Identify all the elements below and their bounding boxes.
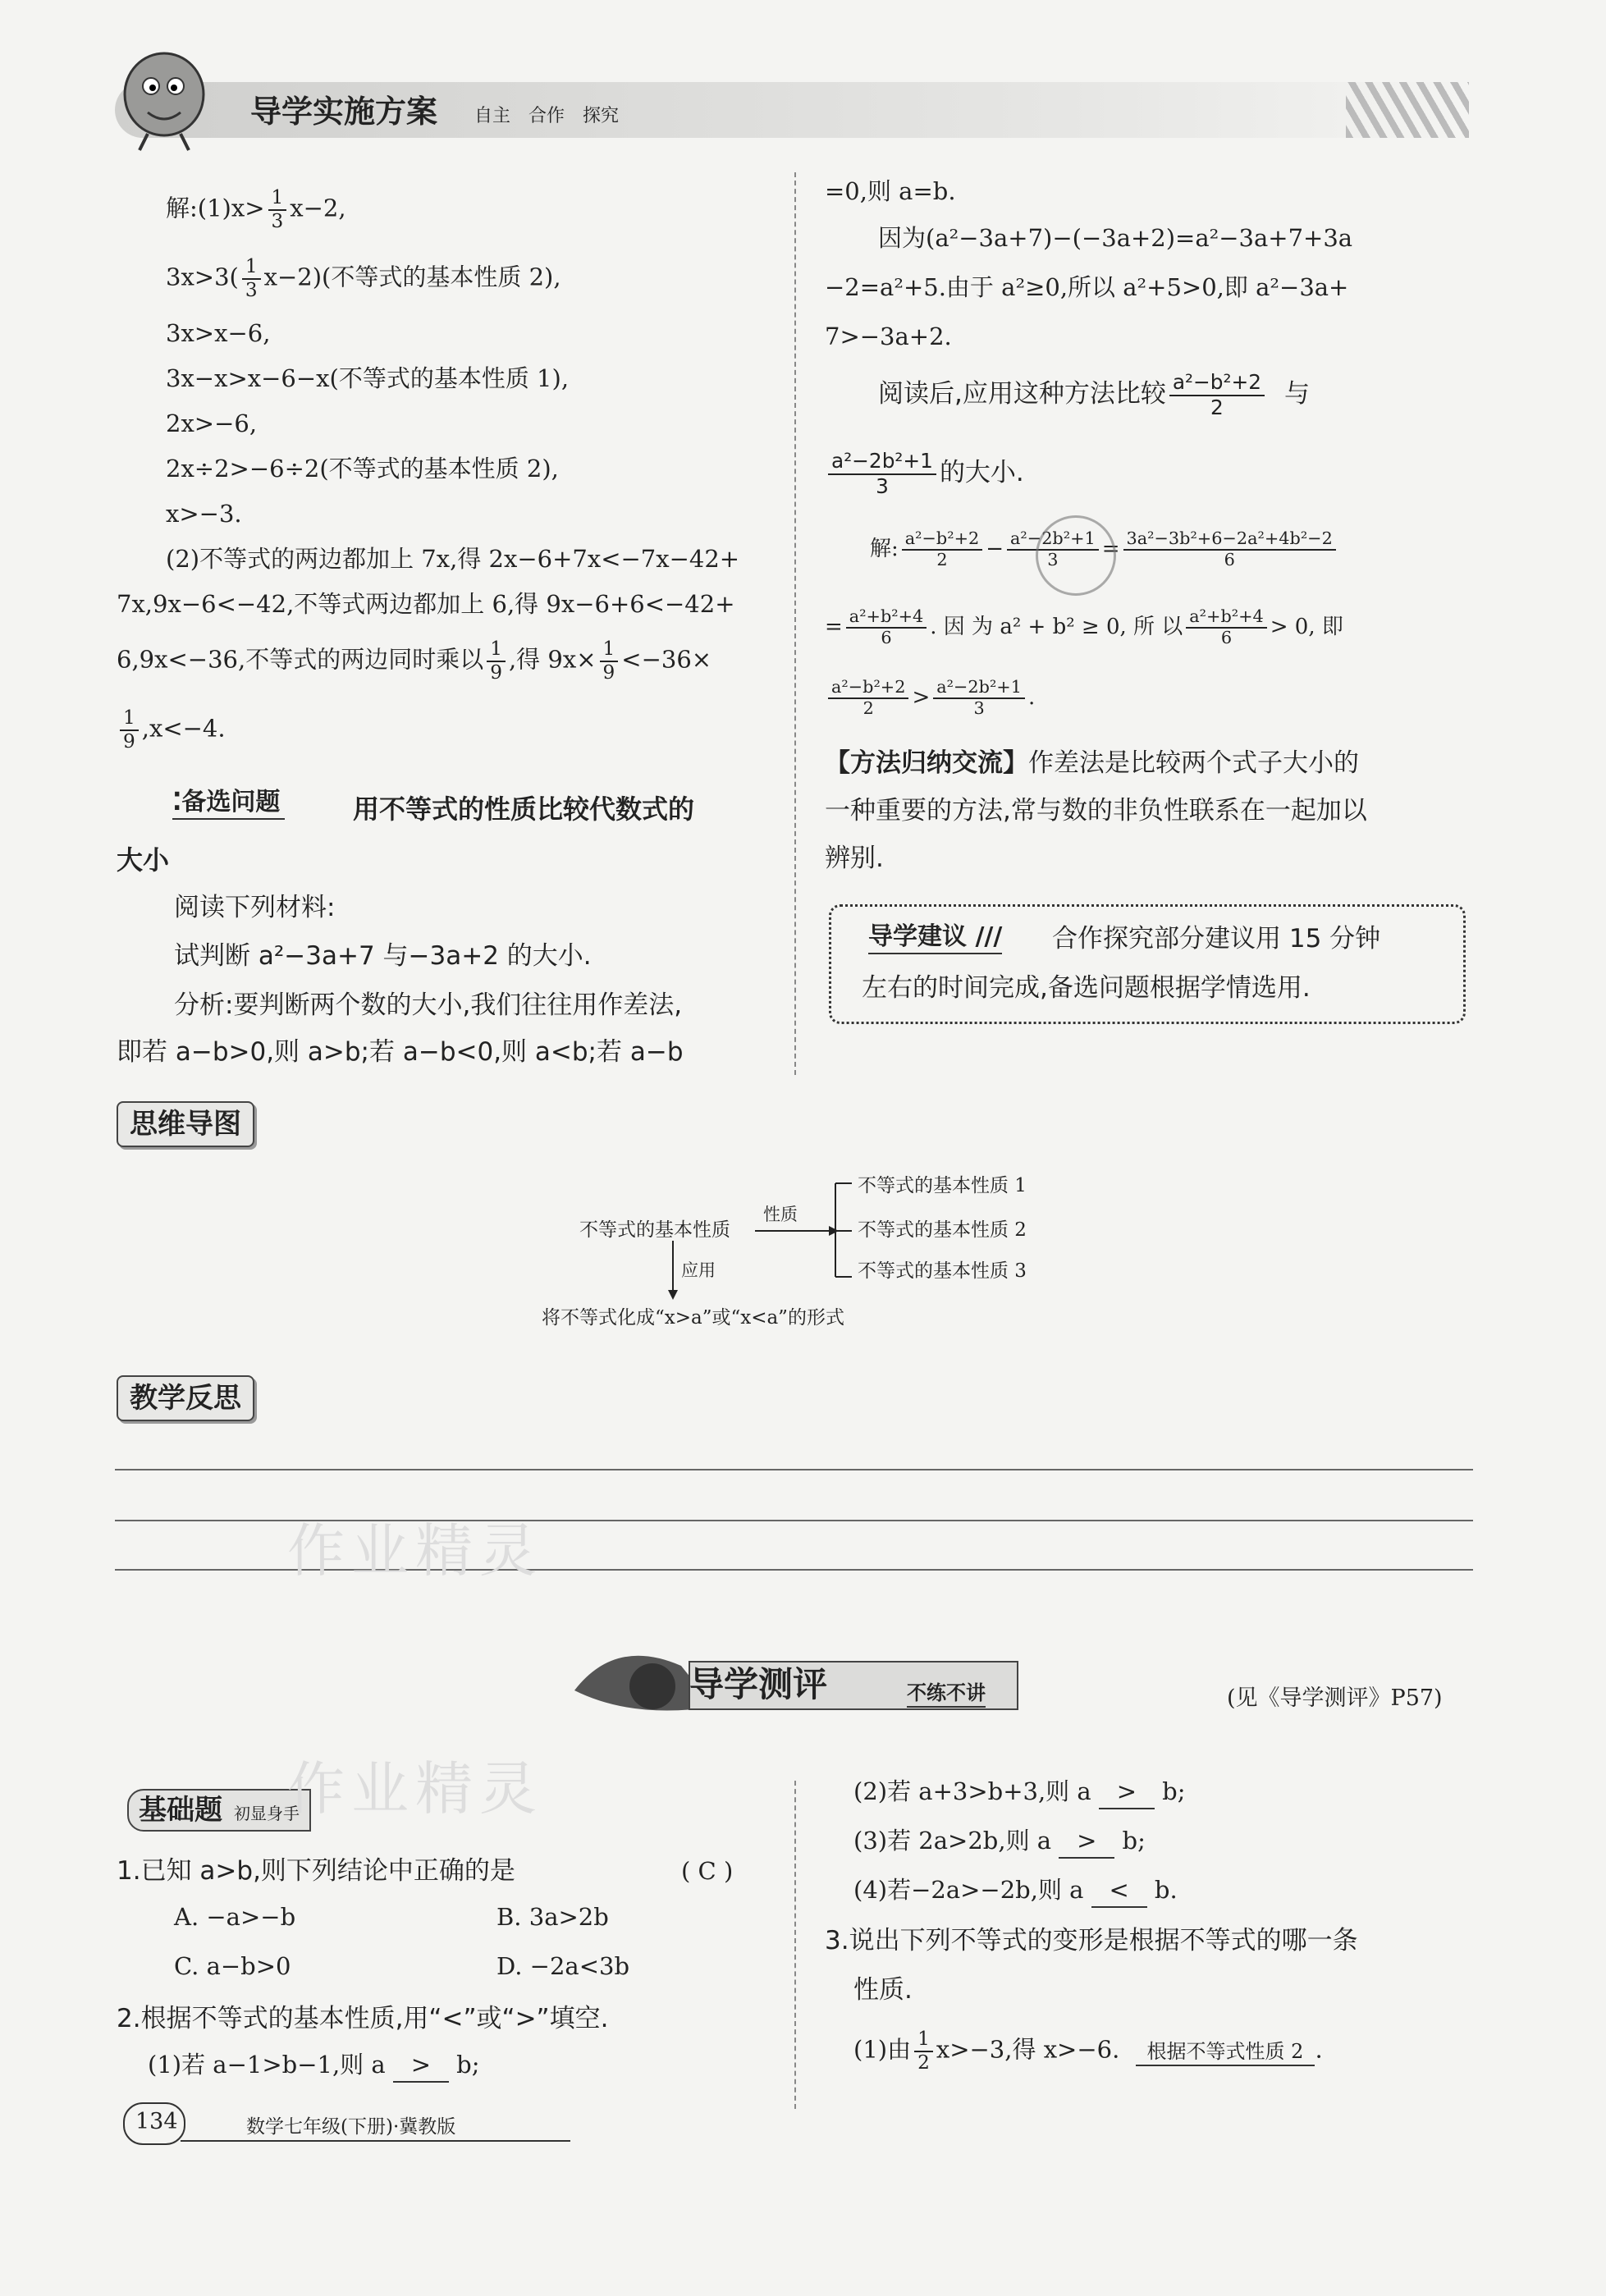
- fraction: $\frac{\text{a²−b²+2}}{2}$: [1169, 371, 1265, 419]
- footer-rule: [181, 2140, 570, 2142]
- down-arrow-icon: [665, 1241, 681, 1306]
- test-banner-sub: 不练不讲: [907, 1681, 986, 1708]
- mindmap-child: 不等式的基本性质 1: [858, 1175, 1027, 1196]
- fraction: $\frac{1}{3}$: [268, 187, 287, 232]
- suggestion-text: 合作探究部分建议用 15 分钟: [1052, 924, 1381, 954]
- basic-tag: 基础题 初显身手: [127, 1789, 311, 1832]
- watermark: 作业精灵: [287, 1755, 543, 1823]
- right-text: 阅读后,应用这种方法比较 $\frac{\text{a²−b²+2}}{2}$ 与: [878, 370, 1311, 419]
- method-summary: 【方法归纳交流】作差法是比较两个式子大小的: [825, 748, 1359, 778]
- sparkle-icon: ⁚: [172, 788, 182, 816]
- option-d: D. −2a<3b: [496, 1952, 630, 1980]
- question-2-4: (4)若−2a>−2b,则 a < b.: [853, 1875, 1178, 1908]
- solution-step: $\frac{\text{a²−b²+2}}{2}$ > $\frac{\text{a²−2b²+1}}{3}$ .: [825, 678, 1035, 719]
- question-2-3: (3)若 2a>2b,则 a > b;: [853, 1826, 1146, 1859]
- solution-line: (2)不等式的两边都加上 7x,得 2x−6+7x<−7x−42+: [166, 545, 740, 573]
- method-summary-cont: 辨别.: [825, 844, 884, 873]
- material-analysis: 分析:要判断两个数的大小,我们往往用作差法,: [174, 990, 683, 1020]
- suggestion-text-cont: 左右的时间完成,备选问题根据学情选用.: [862, 973, 1311, 1003]
- mindmap-root: 不等式的基本性质: [579, 1219, 730, 1241]
- solution-line: 7x,9x−6<−42,不等式两边都加上 6,得 9x−6+6<−42+: [117, 590, 735, 618]
- solution-line: 3x>3( $\frac{1}{3}$ x−2)(不等式的基本性质 2),: [166, 255, 561, 301]
- solution-line: 解:(1)x> $\frac{1}{3}$ x−2,: [166, 186, 346, 232]
- header-title: 导学实施方案: [250, 94, 438, 130]
- question-2-1: (1)若 a−1>b−1,则 a > b;: [148, 2050, 479, 2083]
- fraction: $\frac{\text{a²−2b²+1}}{3}$: [828, 450, 936, 498]
- slash-icon: ///: [967, 922, 1003, 951]
- solution-line: 3x>x−6,: [166, 319, 271, 347]
- solution-line: 2x>−6,: [166, 409, 258, 437]
- column-divider: [794, 172, 796, 1075]
- question-1-answer: ( C ): [681, 1857, 734, 1885]
- question-3-1: (1)由 $\frac{1}{2}$ x>−3,得 x>−6. 根据不等式性质 2 .: [853, 2028, 1323, 2074]
- mascot-icon: [115, 45, 213, 152]
- suggestion-tag: 导学建议 ///: [868, 921, 1002, 954]
- mindmap-result: 将不等式化成“x>a”或“x<a”的形式: [542, 1307, 844, 1329]
- right-text: −2=a²+5.由于 a²≥0,所以 a²+5>0,即 a²−3a+: [825, 273, 1349, 301]
- option-c: C. a−b>0: [174, 1952, 291, 1980]
- mindmap-tag: 思维导图: [117, 1101, 254, 1147]
- fraction: $\frac{1}{9}$: [120, 707, 139, 752]
- right-text: $\frac{\text{a²−2b²+1}}{3}$ 的大小.: [825, 450, 1024, 498]
- test-reference: (见《导学测评》P57): [1227, 1685, 1443, 1711]
- material-question: 试判断 a²−3a+7 与−3a+2 的大小.: [174, 941, 592, 971]
- right-text: 7>−3a+2.: [825, 322, 952, 350]
- question-1: 1.已知 a>b,则下列结论中正确的是: [117, 1856, 515, 1886]
- column-divider: [794, 1781, 796, 2109]
- solution-step: = $\frac{\text{a²+b²+4}}{6}$ . 因 为 a² + b² ≥ 0, 所 以 $\frac{\text{a²+b²+4}}{6}$ > 0, 即: [825, 606, 1343, 647]
- footer-book: 数学七年级(下册)·冀教版: [246, 2116, 456, 2138]
- material-intro: 阅读下列材料:: [174, 893, 336, 922]
- fraction: $\frac{1}{9}$: [487, 638, 506, 684]
- method-summary-cont: 一种重要的方法,常与数的非负性联系在一起加以: [825, 796, 1367, 826]
- mindmap-edge-label: 应用: [681, 1260, 716, 1280]
- question-2-2: (2)若 a+3>b+3,则 a > b;: [853, 1777, 1185, 1809]
- question-3: 3.说出下列不等式的变形是根据不等式的哪一条: [825, 1926, 1358, 1955]
- option-a: A. −a>−b: [174, 1903, 296, 1931]
- header-subtitle: 自主 合作 探究: [474, 106, 620, 126]
- material-analysis-cont: 即若 a−b>0,则 a>b;若 a−b<0,则 a<b;若 a−b: [117, 1037, 684, 1067]
- extra-problem-title-cont: 大小: [117, 844, 170, 876]
- solution-line: 2x÷2>−6÷2(不等式的基本性质 2),: [166, 455, 559, 483]
- question-3-cont: 性质.: [853, 1975, 913, 2005]
- solution-line: 6,9x<−36,不等式的两边同时乘以 $\frac{1}{9}$ ,得 9x× $\frac{1}{9}$ <−36×: [117, 638, 712, 684]
- ruled-line: [115, 1469, 1473, 1470]
- right-text: 因为(a²−3a+7)−(−3a+2)=a²−3a+7+3a: [878, 224, 1353, 252]
- page-number: 134: [135, 2109, 178, 2134]
- stamp-icon: [1036, 515, 1116, 596]
- mindmap-child: 不等式的基本性质 3: [858, 1260, 1027, 1282]
- fraction: $\frac{1}{9}$: [600, 638, 619, 684]
- question-2: 2.根据不等式的基本性质,用“<”或“>”填空.: [117, 2004, 609, 2033]
- header-stripes: [1346, 82, 1469, 138]
- mindmap-child: 不等式的基本性质 2: [858, 1219, 1027, 1241]
- option-b: B. 3a>2b: [496, 1903, 609, 1931]
- mindmap-edge-label: 性质: [763, 1205, 798, 1224]
- extra-problem-tag: ⁚备选问题: [172, 786, 285, 820]
- solution-line: x>−3.: [166, 500, 242, 528]
- watermark: 作业精灵: [287, 1517, 543, 1585]
- solution-line: $\frac{1}{9}$ ,x<−4.: [117, 707, 226, 752]
- extra-problem-title: 用不等式的性质比较代数式的: [353, 794, 695, 825]
- solution-step: 解: $\frac{\text{a²−b²+2}}{2}$ − $\frac{\text{a²−2b²+1}}{3}$ = $\frac{\text{3a²−3b²+6−2a²+4b²−2}}{6}$: [870, 529, 1339, 570]
- solution-line: 3x−x>x−6−x(不等式的基本性质 1),: [166, 364, 570, 392]
- right-text: =0,则 a=b.: [825, 177, 956, 205]
- reflection-tag: 教学反思: [117, 1375, 254, 1421]
- fraction: $\frac{1}{3}$: [242, 256, 261, 301]
- test-banner-title: 导学测评: [689, 1664, 828, 1704]
